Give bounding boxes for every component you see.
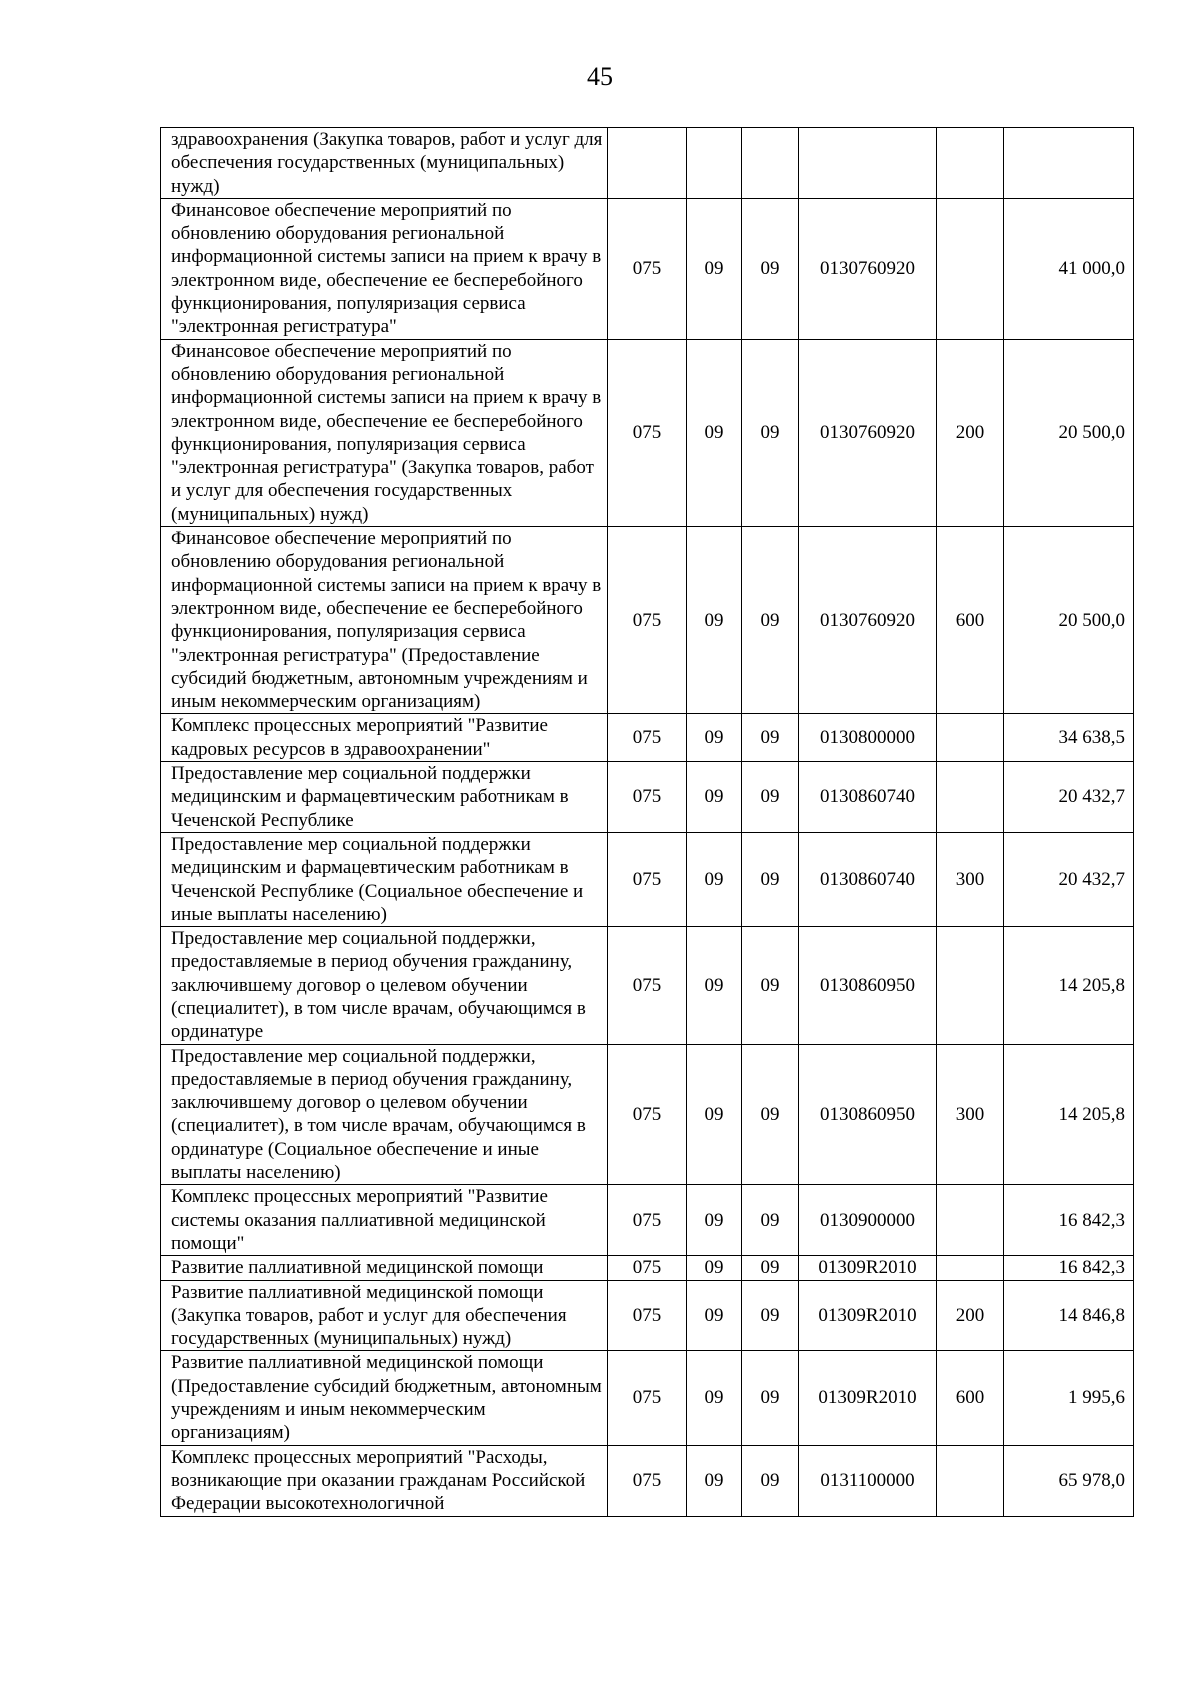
expense-type-cell: 300 (937, 1044, 1004, 1185)
table-row (161, 762, 1134, 833)
table-row (161, 339, 1134, 526)
subsection-code-cell: 09 (742, 527, 799, 714)
ministry-code-cell: 075 (608, 1185, 687, 1256)
section-code-cell (687, 128, 742, 199)
row-name-cell: Финансовое обеспечение мероприятий по обновлению оборудования региональной информационной системы записи на прием к врачу в электронном виде, обеспечение ее бесперебойного функционирования, популяризация сервиса "электронная регистратура" (161, 198, 608, 339)
subsection-code-cell: 09 (742, 762, 799, 833)
row-name-cell: Предоставление мер социальной поддержки, предоставляемые в период обучения гражданину, заключившему договор о целевом обучении (специалитет), в том числе врачам, обучающимся в ординатуре (Социальное обеспечение и иные выплаты населению) (161, 1044, 608, 1185)
subsection-code-cell: 09 (742, 1351, 799, 1445)
row-name-cell: Предоставление мер социальной поддержки медицинским и фармацевтическим работникам в Чеченской Республике (Социальное обеспечение и иные выплаты населению) (161, 832, 608, 926)
amount-cell: 14 846,8 (1004, 1280, 1134, 1351)
row-name-cell: Развитие паллиативной медицинской помощи (Закупка товаров, работ и услуг для обеспечения государственных (муниципальных) нужд) (161, 1280, 608, 1351)
section-code-cell: 09 (687, 1185, 742, 1256)
table-body (161, 128, 1134, 1517)
section-code-cell: 09 (687, 714, 742, 762)
target-article-cell (799, 128, 937, 199)
subsection-code-cell: 09 (742, 1445, 799, 1516)
section-code-cell: 09 (687, 527, 742, 714)
target-article-cell: 0130860950 (799, 1044, 937, 1185)
section-code-cell: 09 (687, 832, 742, 926)
amount-cell: 16 842,3 (1004, 1185, 1134, 1256)
expense-type-cell (937, 198, 1004, 339)
amount-cell (1004, 128, 1134, 199)
target-article-cell: 0130760920 (799, 527, 937, 714)
budget-table (160, 127, 1134, 1517)
table-row (161, 1351, 1134, 1445)
row-name-cell: Развитие паллиативной медицинской помощи (161, 1256, 608, 1280)
target-article-cell: 0130800000 (799, 714, 937, 762)
ministry-code-cell: 075 (608, 832, 687, 926)
table-row (161, 927, 1134, 1044)
section-code-cell: 09 (687, 198, 742, 339)
table-row (161, 832, 1134, 926)
subsection-code-cell: 09 (742, 1280, 799, 1351)
subsection-code-cell (742, 128, 799, 199)
ministry-code-cell: 075 (608, 927, 687, 1044)
expense-type-cell: 300 (937, 832, 1004, 926)
target-article-cell: 0130860740 (799, 762, 937, 833)
target-article-cell: 0130860740 (799, 832, 937, 926)
table-row (161, 1256, 1134, 1280)
amount-cell: 20 500,0 (1004, 527, 1134, 714)
ministry-code-cell: 075 (608, 1044, 687, 1185)
section-code-cell: 09 (687, 1351, 742, 1445)
row-name-cell: Финансовое обеспечение мероприятий по обновлению оборудования региональной информационной системы записи на прием к врачу в электронном виде, обеспечение ее бесперебойного функционирования, популяризация сервиса "электронная регистратура" (Предоставление субсидий бюджетным, автономным учреждениям и иным некоммерческим организациям) (161, 527, 608, 714)
row-name-cell: Комплекс процессных мероприятий "Развитие системы оказания паллиативной медицинской помощи" (161, 1185, 608, 1256)
target-article-cell: 0130760920 (799, 339, 937, 526)
section-code-cell: 09 (687, 762, 742, 833)
expense-type-cell (937, 927, 1004, 1044)
subsection-code-cell: 09 (742, 1256, 799, 1280)
ministry-code-cell: 075 (608, 1256, 687, 1280)
subsection-code-cell: 09 (742, 198, 799, 339)
amount-cell: 16 842,3 (1004, 1256, 1134, 1280)
amount-cell: 41 000,0 (1004, 198, 1134, 339)
amount-cell: 14 205,8 (1004, 1044, 1134, 1185)
expense-type-cell: 600 (937, 1351, 1004, 1445)
ministry-code-cell: 075 (608, 527, 687, 714)
expense-type-cell (937, 1256, 1004, 1280)
amount-cell: 14 205,8 (1004, 927, 1134, 1044)
expense-type-cell: 600 (937, 527, 1004, 714)
expense-type-cell (937, 1445, 1004, 1516)
expense-type-cell (937, 128, 1004, 199)
row-name-cell: Финансовое обеспечение мероприятий по обновлению оборудования региональной информационной системы записи на прием к врачу в электронном виде, обеспечение ее бесперебойного функционирования, популяризация сервиса "электронная регистратура" (Закупка товаров, работ и услуг для обеспечения государственных (муниципальных) нужд) (161, 339, 608, 526)
target-article-cell: 0130900000 (799, 1185, 937, 1256)
ministry-code-cell: 075 (608, 1351, 687, 1445)
subsection-code-cell: 09 (742, 1044, 799, 1185)
subsection-code-cell: 09 (742, 1185, 799, 1256)
ministry-code-cell (608, 128, 687, 199)
row-name-cell: Предоставление мер социальной поддержки, предоставляемые в период обучения гражданину, заключившему договор о целевом обучении (специалитет), в том числе врачам, обучающимся в ординатуре (161, 927, 608, 1044)
subsection-code-cell: 09 (742, 832, 799, 926)
section-code-cell: 09 (687, 1445, 742, 1516)
target-article-cell: 0130860950 (799, 927, 937, 1044)
table-row (161, 527, 1134, 714)
expense-type-cell: 200 (937, 1280, 1004, 1351)
target-article-cell: 01309R2010 (799, 1351, 937, 1445)
row-name-cell: Комплекс процессных мероприятий "Развитие кадровых ресурсов в здравоохранении" (161, 714, 608, 762)
ministry-code-cell: 075 (608, 762, 687, 833)
ministry-code-cell: 075 (608, 198, 687, 339)
table-row (161, 1280, 1134, 1351)
amount-cell: 20 432,7 (1004, 832, 1134, 926)
ministry-code-cell: 075 (608, 714, 687, 762)
amount-cell: 20 432,7 (1004, 762, 1134, 833)
subsection-code-cell: 09 (742, 339, 799, 526)
target-article-cell: 01309R2010 (799, 1256, 937, 1280)
subsection-code-cell: 09 (742, 714, 799, 762)
expense-type-cell (937, 762, 1004, 833)
section-code-cell: 09 (687, 927, 742, 1044)
amount-cell: 20 500,0 (1004, 339, 1134, 526)
row-name-cell: Развитие паллиативной медицинской помощи (Предоставление субсидий бюджетным, автономным учреждениям и иным некоммерческим организациям) (161, 1351, 608, 1445)
row-name-cell: Предоставление мер социальной поддержки медицинским и фармацевтическим работникам в Чеченской Республике (161, 762, 608, 833)
target-article-cell: 0130760920 (799, 198, 937, 339)
table-row (161, 1044, 1134, 1185)
ministry-code-cell: 075 (608, 339, 687, 526)
expense-type-cell: 200 (937, 339, 1004, 526)
table-row (161, 714, 1134, 762)
target-article-cell: 01309R2010 (799, 1280, 937, 1351)
section-code-cell: 09 (687, 1280, 742, 1351)
amount-cell: 65 978,0 (1004, 1445, 1134, 1516)
amount-cell: 1 995,6 (1004, 1351, 1134, 1445)
page-number: 45 (587, 62, 613, 91)
expense-type-cell (937, 1185, 1004, 1256)
subsection-code-cell: 09 (742, 927, 799, 1044)
ministry-code-cell: 075 (608, 1280, 687, 1351)
table-row (161, 1185, 1134, 1256)
target-article-cell: 0131100000 (799, 1445, 937, 1516)
ministry-code-cell: 075 (608, 1445, 687, 1516)
amount-cell: 34 638,5 (1004, 714, 1134, 762)
table-row (161, 198, 1134, 339)
expense-type-cell (937, 714, 1004, 762)
section-code-cell: 09 (687, 1044, 742, 1185)
table-row (161, 128, 1134, 199)
section-code-cell: 09 (687, 1256, 742, 1280)
section-code-cell: 09 (687, 339, 742, 526)
row-name-cell: здравоохранения (Закупка товаров, работ и услуг для обеспечения государственных (муниципальных) нужд) (161, 128, 608, 199)
row-name-cell: Комплекс процессных мероприятий "Расходы, возникающие при оказании гражданам Российской Федерации высокотехнологичной (161, 1445, 608, 1516)
table-row (161, 1445, 1134, 1516)
